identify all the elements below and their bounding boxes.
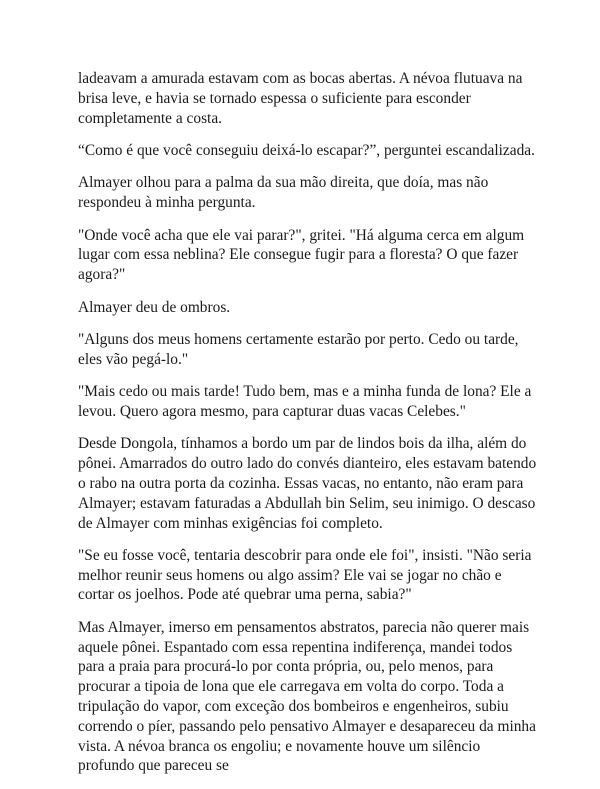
paragraph: Mas Almayer, imerso em pensamentos abstratos, parecia não querer mais aquele pônei. Espantado com essa repentina indiferença, mandei todos para a praia para procurá-lo por conta própria, ou, pelo menos, para procurar a tipoia de lona que ele carregava em volta do corpo. Toda a tripulação do vapor, com exceção dos bombeiros e engenheiros, subiu correndo o píer, passando pelo pensativo Almayer e desapareceu da minha vista. A névoa branca os engoliu; e novamente houve um silêncio profundo que pareceu se [78,618,536,775]
paragraph: “Como é que você conseguiu deixá-lo escapar?”, perguntei escandalizada. [78,141,535,159]
paragraph: Desde Dongola, tínhamos a bordo um par de lindos bois da ilha, além do pônei. Amarrados do outro lado do convés dianteiro, eles estavam batendo o rabo na outra porta da cozinha. Essas vacas, no entanto, não eram para Almayer; estavam faturadas a Abdullah bin Selim, seu inimigo. O descaso de Almayer com minhas exigências foi completo. [78,435,537,532]
paragraph: ladeavam a amurada estavam com as bocas abertas. A névoa flutuava na brisa leve, e havia se tornado espessa o suficiente para esconder completamente a costa. [78,70,523,127]
paragraph: "Se eu fosse você, tentaria descobrir para onde ele foi", insisti. "Não seria melhor reunir seus homens ou algo assim? Ele vai se jogar no chão e cortar os joelhos. Pode até quebrar uma perna, sabia?" [78,546,532,604]
paragraph: "Alguns dos meus homens certamente estarão por perto. Cedo ou tarde, eles vão pegá-lo." [78,330,519,368]
paragraph: Almayer olhou para a palma da sua mão direita, que doía, mas não respondeu à minha pergunta. [78,174,489,212]
document-text-body [78,69,540,789]
paragraph: "Mais cedo ou mais tarde! Tudo bem, mas e a minha funda de lona? Ele a levou. Quero agora mesmo, para capturar duas vacas Celebes." [78,383,532,420]
paragraph: Almayer deu de ombros. [78,298,231,316]
paragraph: "Onde você acha que ele vai parar?", gritei. "Há alguma cerca em algum lugar com essa neblina? Ele consegue fugir para a floresta? O que fazer agora?" [78,226,525,284]
